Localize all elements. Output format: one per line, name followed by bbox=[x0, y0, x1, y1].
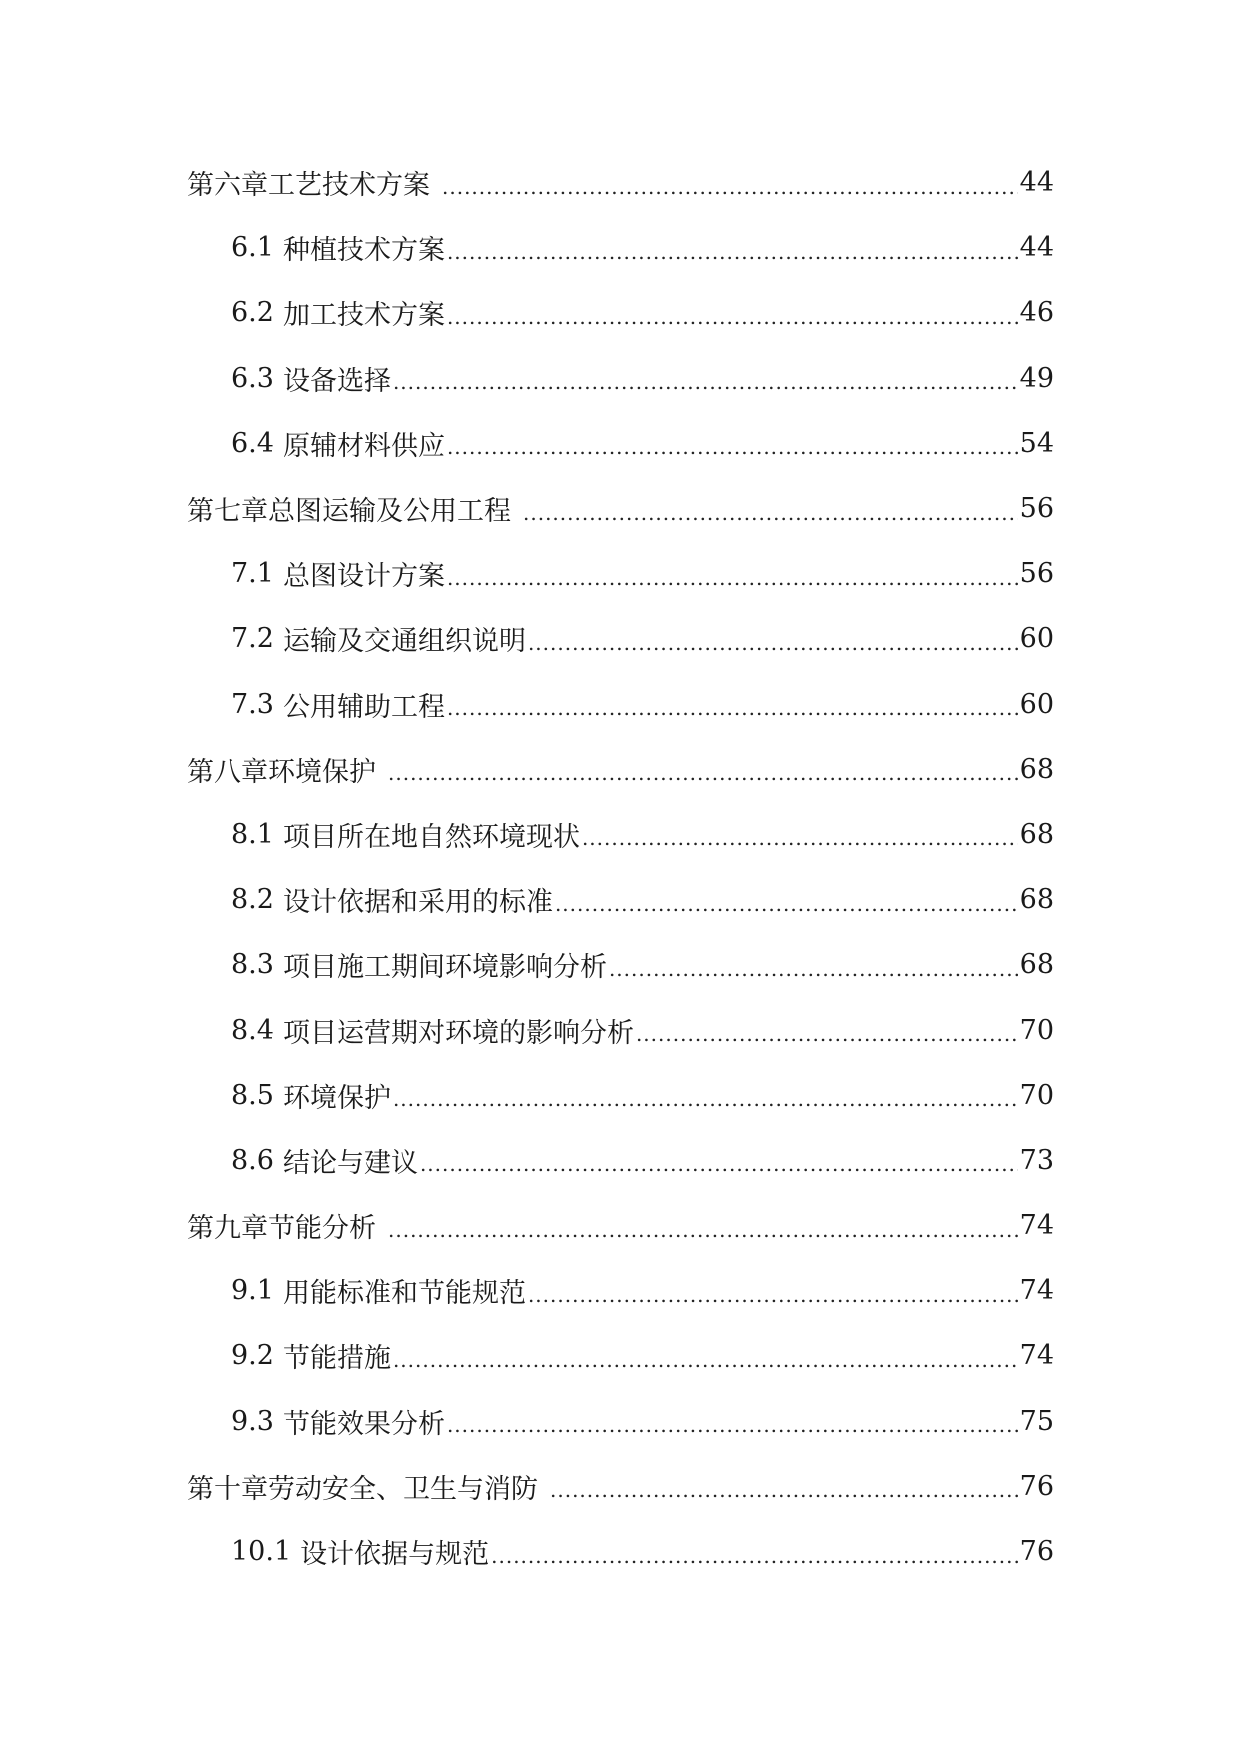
section-number: 8.4 bbox=[231, 1014, 274, 1046]
page-number: 60 bbox=[1019, 623, 1054, 655]
section-number: 10.1 bbox=[231, 1536, 292, 1568]
toc-chapter-entry[interactable] bbox=[187, 1193, 1054, 1258]
section-number: 7.2 bbox=[231, 623, 274, 655]
page-number: 74 bbox=[1019, 1275, 1054, 1307]
section-title: 环境保护 bbox=[282, 1082, 391, 1114]
section-title: 设计依据和采用的标准 bbox=[282, 887, 553, 919]
page-number: 75 bbox=[1019, 1405, 1054, 1437]
dot-leader bbox=[447, 688, 1018, 720]
dot-leader bbox=[555, 884, 1018, 916]
chapter-title: 工艺技术方案 bbox=[268, 170, 430, 202]
page-number: 68 bbox=[1019, 884, 1054, 916]
section-number: 6.3 bbox=[231, 362, 274, 394]
section-number: 9.1 bbox=[231, 1275, 274, 1307]
toc-section-entry[interactable] bbox=[187, 411, 1054, 476]
section-title: 总图设计方案 bbox=[282, 561, 445, 593]
section-title: 设计依据与规范 bbox=[300, 1539, 490, 1571]
toc-chapter-entry[interactable] bbox=[187, 476, 1054, 541]
toc-section-entry[interactable] bbox=[187, 346, 1054, 411]
toc-section-entry[interactable] bbox=[187, 932, 1054, 997]
section-number: 6.2 bbox=[231, 297, 274, 329]
page-number: 49 bbox=[1019, 362, 1054, 394]
page-number: 70 bbox=[1019, 1014, 1054, 1046]
page-number: 46 bbox=[1019, 297, 1054, 329]
toc-section-entry[interactable] bbox=[187, 1258, 1054, 1323]
section-number: 6.4 bbox=[231, 427, 274, 459]
page-number: 74 bbox=[1019, 1210, 1054, 1242]
section-number: 7.3 bbox=[231, 688, 274, 720]
toc-section-entry[interactable] bbox=[187, 672, 1054, 737]
dot-leader bbox=[393, 1079, 1018, 1111]
chapter-number: 第七章 bbox=[187, 496, 268, 528]
toc-section-entry[interactable] bbox=[187, 1128, 1054, 1193]
section-title: 结论与建议 bbox=[282, 1147, 418, 1179]
dot-leader bbox=[393, 362, 1018, 394]
dot-leader bbox=[388, 1210, 1018, 1242]
dot-leader bbox=[550, 1470, 1018, 1502]
toc-section-entry[interactable] bbox=[187, 280, 1054, 345]
toc-chapter-entry[interactable] bbox=[187, 1454, 1054, 1519]
dot-leader bbox=[447, 232, 1018, 264]
table-of-contents bbox=[187, 150, 1054, 1584]
section-number: 9.3 bbox=[231, 1405, 274, 1437]
page-number: 54 bbox=[1019, 427, 1054, 459]
toc-chapter-entry[interactable] bbox=[187, 737, 1054, 802]
section-number: 8.2 bbox=[231, 884, 274, 916]
toc-section-entry[interactable] bbox=[187, 997, 1054, 1062]
toc-chapter-entry[interactable] bbox=[187, 150, 1054, 215]
section-number: 8.3 bbox=[231, 949, 274, 981]
section-title: 种植技术方案 bbox=[282, 235, 445, 267]
chapter-title: 环境保护 bbox=[268, 756, 376, 788]
dot-leader bbox=[442, 167, 1018, 199]
dot-leader bbox=[447, 427, 1018, 459]
section-title: 节能措施 bbox=[282, 1343, 391, 1375]
section-title: 项目所在地自然环境现状 bbox=[282, 821, 580, 853]
page-number: 60 bbox=[1019, 688, 1054, 720]
section-title: 节能效果分析 bbox=[282, 1408, 445, 1440]
toc-section-entry[interactable] bbox=[187, 541, 1054, 606]
toc-section-entry[interactable] bbox=[187, 215, 1054, 280]
dot-leader bbox=[420, 1144, 1018, 1176]
chapter-title: 劳动安全、卫生与消防 bbox=[268, 1473, 538, 1505]
toc-section-entry[interactable] bbox=[187, 1323, 1054, 1388]
page-number: 68 bbox=[1019, 753, 1054, 785]
dot-leader bbox=[523, 493, 1018, 525]
section-number: 7.1 bbox=[231, 558, 274, 590]
dot-leader bbox=[636, 1014, 1018, 1046]
chapter-number: 第九章 bbox=[187, 1213, 268, 1245]
section-number: 6.1 bbox=[231, 232, 274, 264]
dot-leader bbox=[388, 753, 1018, 785]
dot-leader bbox=[528, 623, 1018, 655]
dot-leader bbox=[609, 949, 1018, 981]
section-title: 加工技术方案 bbox=[282, 300, 445, 332]
toc-section-entry[interactable] bbox=[187, 1389, 1054, 1454]
section-title: 用能标准和节能规范 bbox=[282, 1278, 526, 1310]
page-number: 73 bbox=[1019, 1144, 1054, 1176]
section-title: 项目运营期对环境的影响分析 bbox=[282, 1017, 634, 1049]
page-number: 76 bbox=[1019, 1536, 1054, 1568]
section-title: 项目施工期间环境影响分析 bbox=[282, 952, 607, 984]
section-title: 原辅材料供应 bbox=[282, 430, 445, 462]
dot-leader bbox=[491, 1536, 1018, 1568]
dot-leader bbox=[582, 818, 1018, 850]
dot-leader bbox=[447, 297, 1018, 329]
page-number: 56 bbox=[1019, 493, 1054, 525]
chapter-title: 节能分析 bbox=[268, 1213, 376, 1245]
section-number: 9.2 bbox=[231, 1340, 274, 1372]
section-number: 8.1 bbox=[231, 818, 274, 850]
section-title: 运输及交通组织说明 bbox=[282, 626, 526, 658]
dot-leader bbox=[447, 1405, 1018, 1437]
dot-leader bbox=[447, 558, 1018, 590]
section-number: 8.5 bbox=[231, 1079, 274, 1111]
page-number: 76 bbox=[1019, 1470, 1054, 1502]
page-number: 70 bbox=[1019, 1079, 1054, 1111]
section-number: 8.6 bbox=[231, 1144, 274, 1176]
toc-section-entry[interactable] bbox=[187, 802, 1054, 867]
page-number: 56 bbox=[1019, 558, 1054, 590]
dot-leader bbox=[528, 1275, 1018, 1307]
page-number: 68 bbox=[1019, 949, 1054, 981]
section-title: 公用辅助工程 bbox=[282, 691, 445, 723]
toc-section-entry[interactable] bbox=[187, 1063, 1054, 1128]
page-number: 74 bbox=[1019, 1340, 1054, 1372]
page-number: 44 bbox=[1019, 167, 1054, 199]
chapter-title: 总图运输及公用工程 bbox=[268, 496, 511, 528]
section-title: 设备选择 bbox=[282, 365, 391, 397]
toc-section-entry[interactable] bbox=[187, 606, 1054, 671]
dot-leader bbox=[393, 1340, 1018, 1372]
page-number: 68 bbox=[1019, 818, 1054, 850]
toc-section-entry[interactable] bbox=[187, 1519, 1054, 1584]
chapter-number: 第十章 bbox=[187, 1473, 268, 1505]
toc-section-entry[interactable] bbox=[187, 867, 1054, 932]
chapter-number: 第六章 bbox=[187, 170, 268, 202]
page-number: 44 bbox=[1019, 232, 1054, 264]
chapter-number: 第八章 bbox=[187, 756, 268, 788]
